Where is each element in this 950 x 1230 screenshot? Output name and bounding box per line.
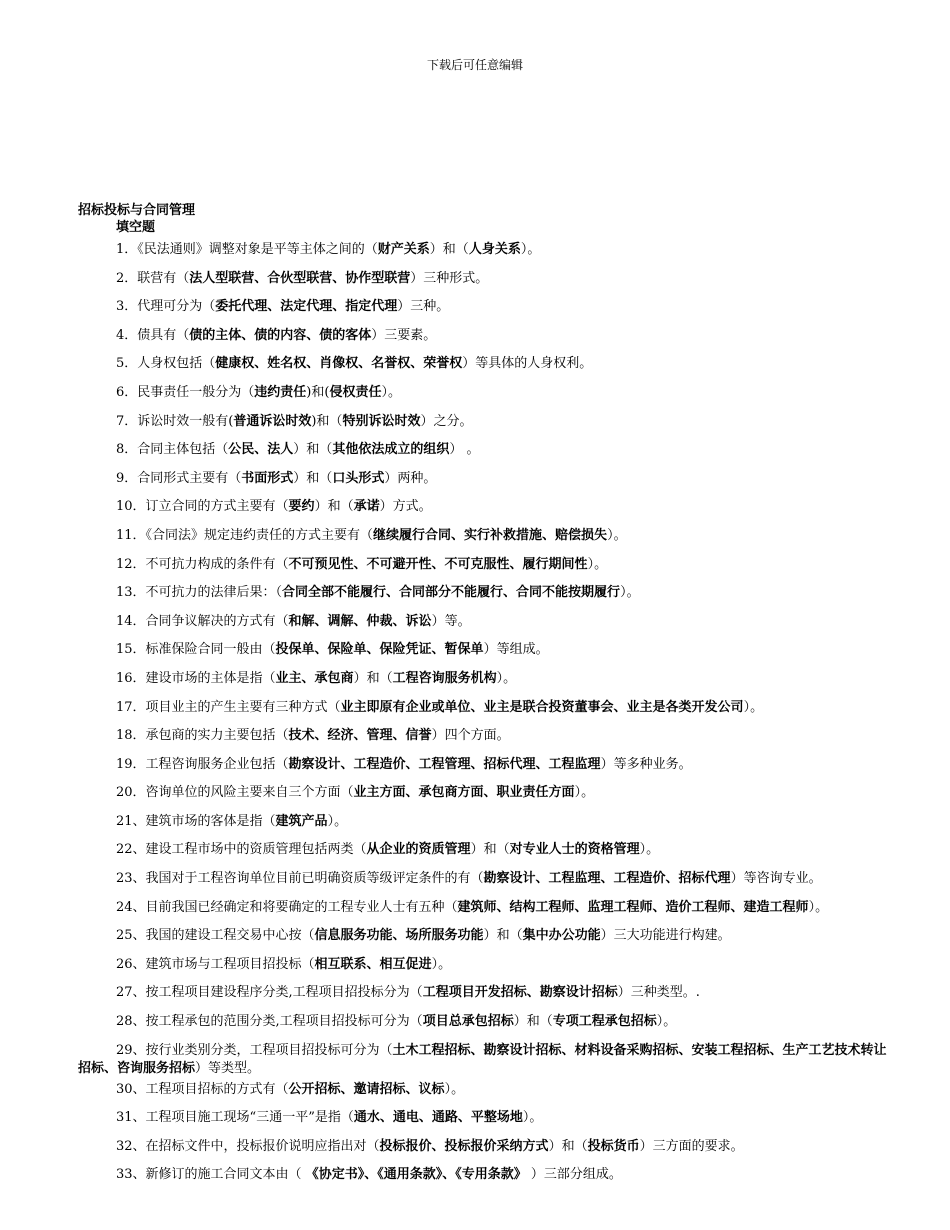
question-item	[78, 956, 890, 974]
answer-text: 勘察设计、工程造价、工程管理、招标代理、工程监理	[288, 756, 601, 772]
question-item	[78, 384, 890, 402]
question-item	[78, 527, 890, 545]
question-text: 18．承包商的实力主要包括（	[116, 728, 289, 744]
question-text: 9．合同形式主要有（	[116, 470, 242, 486]
question-text: ）和（	[314, 499, 354, 515]
question-item	[78, 241, 890, 259]
question-item	[78, 1109, 890, 1127]
question-text: ）和（	[513, 1014, 553, 1030]
section-title: 填空题	[116, 220, 156, 235]
answer-text: 专项工程承包招标	[552, 1014, 657, 1030]
question-item	[78, 984, 890, 1002]
question-text: ）三种类型。.	[617, 985, 700, 1001]
question-item	[78, 498, 890, 516]
answer-text: 勘察设计、工程监理、工程造价、招标代理	[483, 871, 731, 887]
question-item	[78, 727, 890, 745]
question-text: 26、建筑市场与工程项目招投标（	[116, 956, 315, 972]
question-text: ）和（	[548, 1138, 588, 1154]
question-text: 3．代理可分为（	[116, 299, 216, 315]
question-text: 10．订立合同的方式主要有（	[116, 499, 289, 515]
question-text: 32、在招标文件中，投标报价说明应指出对（	[116, 1138, 380, 1154]
answer-text: 对专业人士的资格管理	[509, 842, 640, 858]
answer-text: 业主即原有企业或单位、业主是联合投资董事会、业主是各类开发公司	[340, 699, 744, 715]
answer-text: 公民、法人	[228, 442, 294, 458]
question-text: ）和（	[483, 928, 523, 944]
question-text: 22、建设工程市场中的资质管理包括两类（	[116, 842, 367, 858]
question-text: ）和（	[293, 442, 333, 458]
question-text: 15．标准保险合同一般由（	[116, 642, 276, 658]
answer-text: 技术、经济、管理、信誉	[288, 728, 432, 744]
question-text: 13．不可抗力的法律后果：（	[116, 585, 283, 601]
question-text: 31、工程项目施工现场“三通一平”是指（	[116, 1110, 354, 1126]
question-item	[78, 1166, 890, 1184]
question-text: ）。	[639, 842, 660, 858]
question-text: 28、按工程承包的范围分类,工程项目招投标可分为（	[116, 1014, 423, 1030]
question-text: ）。	[381, 384, 401, 400]
question-text: ）三要素。	[371, 327, 437, 343]
question-item	[78, 1042, 890, 1078]
question-item	[78, 355, 890, 373]
question-text: 8．合同主体包括（	[116, 442, 229, 458]
answer-text: 要约	[288, 499, 315, 515]
answer-text: 相互联系、相互促进	[314, 956, 432, 972]
document-title: 招标投标与合同管理	[78, 203, 196, 218]
question-item	[78, 1081, 890, 1099]
question-item	[78, 899, 890, 917]
question-text: 11．《合同法》规定违约责任的方式主要有（	[116, 527, 374, 543]
question-item	[78, 470, 890, 488]
question-text: ）。	[607, 527, 627, 543]
question-text: ）。	[431, 956, 452, 972]
question-text: ）等具体的人身权利。	[462, 356, 593, 372]
answer-text: 特别诉讼时效	[342, 413, 421, 429]
question-text: ）两种。	[384, 470, 437, 486]
question-item	[78, 756, 890, 774]
answer-text: 继续履行合同、实行补救措施、赔偿损失	[373, 527, 608, 543]
answer-text: 工程项目开发招标、勘察设计招标	[422, 985, 618, 1001]
question-text: )和(	[306, 384, 330, 400]
question-text: 1．《民法通则》调整对象是平等主体之间的（	[116, 242, 378, 257]
question-text: ）等类型。	[195, 1060, 261, 1076]
question-item	[78, 441, 890, 459]
question-text: ） 。	[449, 442, 480, 458]
answer-text: 集中办公功能	[522, 928, 601, 944]
question-text: 20．咨询单位的风险主要来自三个方面（	[116, 785, 354, 801]
question-text: ）。	[743, 699, 764, 715]
question-text: ）和（	[293, 470, 333, 486]
answer-text: 公开招标、邀请招标、议标	[288, 1081, 445, 1097]
question-text: ）方式。	[379, 499, 432, 515]
question-text: ）。	[620, 585, 640, 601]
answer-text: 财产关系	[377, 242, 430, 257]
answer-text: 普通诉讼时效	[233, 413, 312, 429]
question-text: 5．人身权包括（	[116, 356, 216, 372]
question-text: ）之分。	[420, 413, 473, 429]
question-text: ）。	[520, 242, 541, 257]
answer-text: 业主方面、承包商方面、职业责任方面	[353, 785, 575, 801]
question-text: 12．不可抗力构成的条件有（	[116, 556, 289, 572]
answer-text: 书面形式	[241, 470, 294, 486]
question-item	[78, 613, 890, 631]
answer-text: 法人型联营、合伙型联营、协作型联营	[189, 270, 411, 286]
question-text: 33、新修订的施工合同文本由（	[116, 1167, 306, 1183]
answer-text: 业主、承包商	[275, 670, 354, 686]
question-text: ）等组成。	[483, 642, 549, 658]
answer-text: 投保单、保险单、保险凭证、暂保单	[275, 642, 484, 658]
answer-text: 建筑师、结构工程师、监理工程师、造价工程师、建造工程师	[457, 899, 809, 915]
question-text: ）。	[522, 1110, 543, 1126]
question-text: ）三方面的要求。	[639, 1138, 744, 1154]
answer-text: 项目总承包招标	[422, 1014, 514, 1030]
answer-text: 工程咨询服务机构	[392, 670, 497, 686]
page-header: 下载后可任意编辑	[426, 58, 523, 72]
question-item	[78, 584, 890, 602]
answer-text: 从企业的资质管理	[366, 842, 471, 858]
question-list	[78, 241, 890, 1195]
question-item	[78, 1138, 890, 1156]
answer-text: 建筑产品	[275, 813, 328, 829]
question-item	[78, 327, 890, 345]
answer-text: 不可预见性、不可避开性、不可克服性、履行期间性	[288, 556, 588, 572]
question-text: 19．工程咨询服务企业包括（	[116, 756, 289, 772]
question-text: 23、我国对于工程咨询单位目前已明确资质等级评定条件的有（	[116, 871, 484, 887]
question-text: ）。	[574, 785, 595, 801]
question-item	[78, 641, 890, 659]
answer-text: 土木工程招标、勘察设计招标、材料设备采购招标、安装工程招标、生产工艺技术转让招标、咨询服务招标	[78, 1042, 887, 1076]
question-text: ）。	[496, 670, 517, 686]
question-text: 4．债具有（	[116, 327, 190, 343]
answer-text: 信息服务功能、场所服务功能	[314, 928, 484, 944]
question-text: 6．民事责任一般分为（	[116, 384, 255, 400]
answer-text: 合同全部不能履行、合同部分不能履行、合同不能按期履行	[282, 585, 621, 601]
answer-text: 投标报价、投标报价采纳方式	[379, 1138, 549, 1154]
question-text: ）等。	[431, 613, 471, 629]
question-text: 25、我国的建设工程交易中心按（	[116, 928, 315, 944]
question-text: 14．合同争议解决的方式有（	[116, 613, 289, 629]
question-text: ）等多种业务。	[600, 756, 692, 772]
answer-text: 口头形式	[332, 470, 385, 486]
question-item	[78, 841, 890, 859]
answer-text: 违约责任	[254, 384, 307, 400]
answer-text: 债的主体、债的内容、债的客体	[189, 327, 372, 343]
question-text: 16．建设市场的主体是指（	[116, 670, 276, 686]
answer-text: 和解、调解、仲裁、诉讼	[288, 613, 432, 629]
question-item	[78, 927, 890, 945]
question-text: ）和（	[470, 842, 510, 858]
question-text: )和（	[311, 413, 343, 429]
answer-text: 人身关系	[468, 242, 521, 257]
question-text: 29、按行业类别分类，工程项目招投标可分为（	[116, 1042, 393, 1058]
question-text: ）。	[587, 556, 608, 572]
question-text: ）。	[808, 899, 829, 915]
answer-text: 健康权、姓名权、肖像权、名誉权、荣誉权	[215, 356, 463, 372]
question-text: 17．项目业主的产生主要有三种方式（	[116, 699, 341, 715]
question-item	[78, 298, 890, 316]
question-text: ）等咨询专业。	[730, 871, 822, 887]
question-text: ）和（	[353, 670, 393, 686]
question-item	[78, 413, 890, 431]
question-item	[78, 784, 890, 802]
question-text: 27、按工程项目建设程序分类,工程项目招投标分为（	[116, 985, 423, 1001]
question-text: ）。	[327, 813, 348, 829]
question-text: ）和（	[429, 242, 469, 257]
question-text: ）四个方面。	[431, 728, 510, 744]
question-text: 24、目前我国已经确定和将要确定的工程专业人士有五种（	[116, 899, 458, 915]
question-item	[78, 1013, 890, 1031]
question-text: ）三种形式。	[410, 270, 489, 286]
question-text: 7．诉讼时效一般有(	[116, 413, 234, 429]
answer-text: 投标货币	[587, 1138, 640, 1154]
question-text: 21、建筑市场的客体是指（	[116, 813, 276, 829]
question-item	[78, 870, 890, 888]
question-text: ）三部分组成。	[526, 1167, 622, 1183]
question-text: 2．联营有（	[116, 270, 190, 286]
answer-text: 委托代理、法定代理、指定代理	[215, 299, 398, 315]
question-item	[78, 670, 890, 688]
question-item	[78, 270, 890, 288]
answer-text: 其他依法成立的组织	[332, 442, 450, 458]
answer-text: 《协定书》、《通用条款》、《专用条款》	[305, 1167, 527, 1183]
question-text: ）。	[656, 1014, 677, 1030]
question-text: ）三种。	[397, 299, 450, 315]
answer-text: 侵权责任	[329, 384, 382, 400]
question-item	[78, 699, 890, 717]
answer-text: 通水、通电、通路、平整场地	[353, 1110, 523, 1126]
question-item	[78, 556, 890, 574]
question-text: ）。	[444, 1081, 465, 1097]
question-text: ）三大功能进行构建。	[600, 928, 731, 944]
question-item	[78, 813, 890, 831]
answer-text: 承诺	[353, 499, 380, 515]
question-text: 30、工程项目招标的方式有（	[116, 1081, 289, 1097]
